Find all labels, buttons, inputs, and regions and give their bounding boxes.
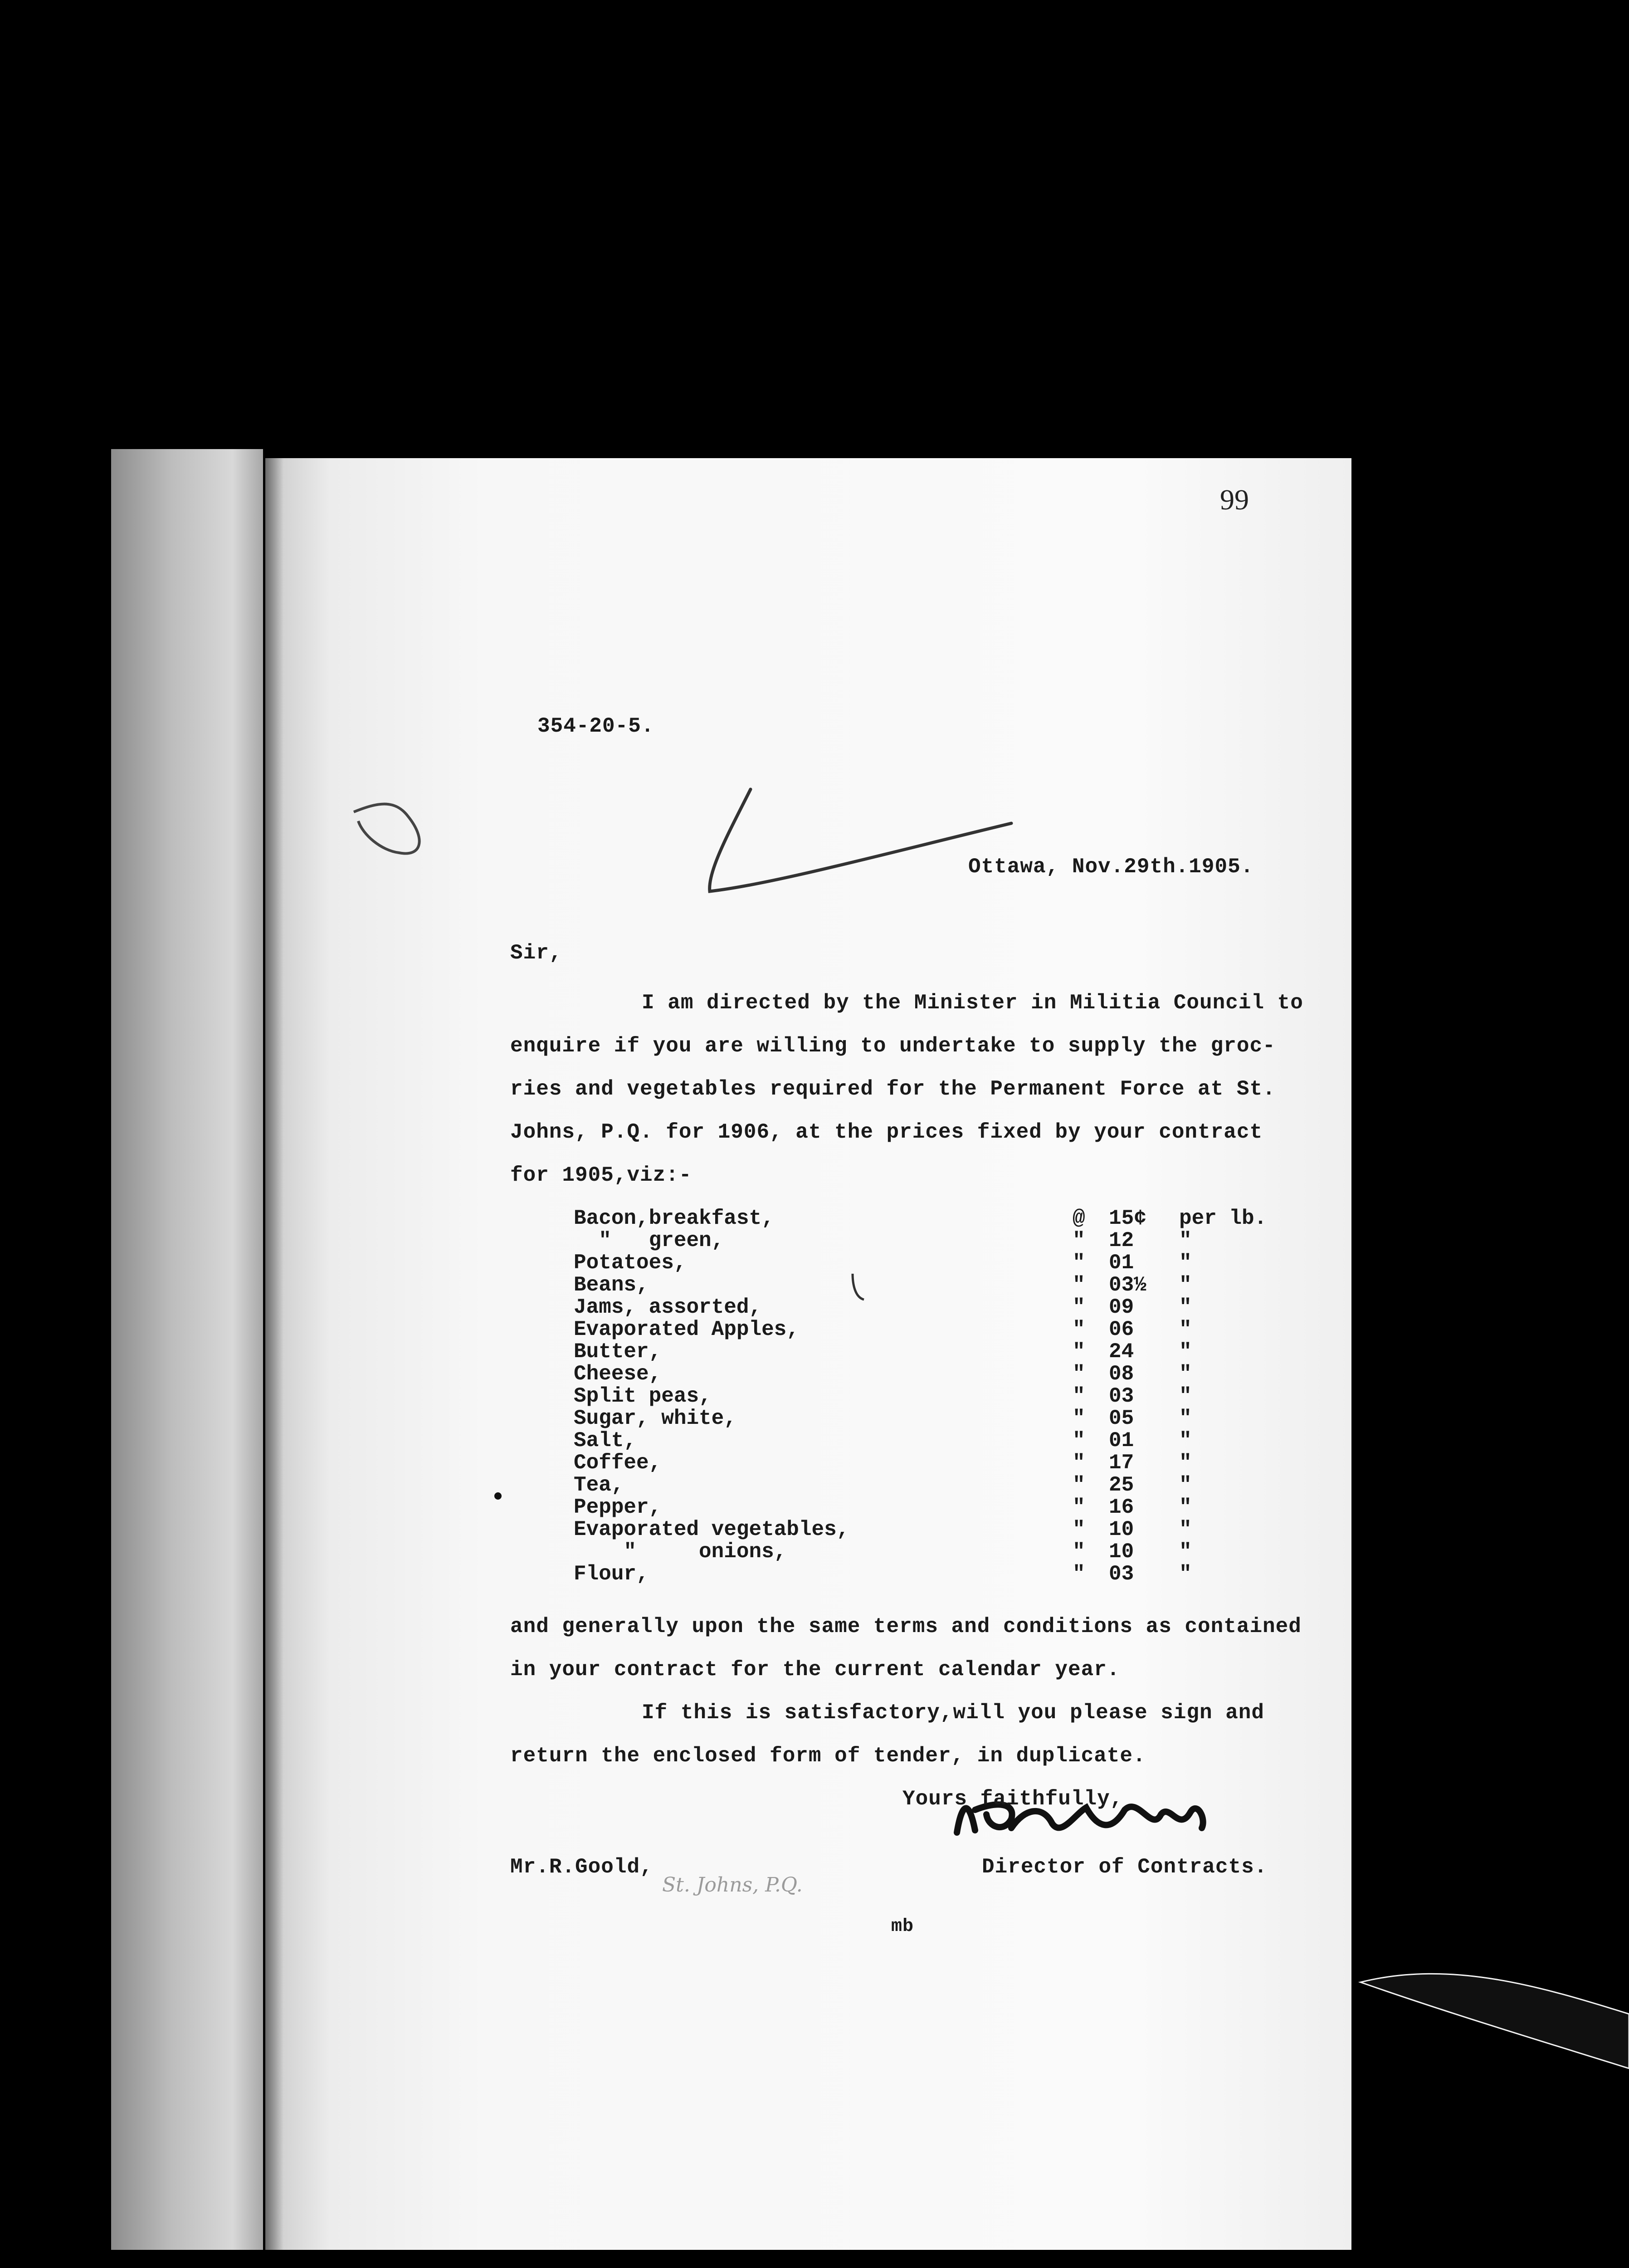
price-item-price: 10 [1109, 1518, 1134, 1541]
tick-mark [853, 1274, 864, 1300]
sign-off: Yours faithfully, [902, 1787, 1123, 1811]
price-item-unit: " [1179, 1562, 1192, 1586]
price-item-price: 24 [1109, 1340, 1134, 1364]
salutation: Sir, [510, 941, 562, 965]
price-item-mark: " [1073, 1540, 1085, 1564]
price-item-unit: " [1179, 1518, 1192, 1541]
closing-line: and generally upon the same terms and conditions as contained [510, 1615, 1302, 1638]
price-item-name: " green, [574, 1229, 724, 1252]
signatory-title: Director of Contracts. [982, 1855, 1268, 1879]
price-item-unit: per lb. [1179, 1207, 1267, 1230]
price-item-mark: " [1073, 1362, 1085, 1386]
date-line: Ottawa, Nov.29th.1905. [968, 855, 1254, 879]
price-item-price: 05 [1109, 1407, 1134, 1430]
price-item-price: 03½ [1109, 1273, 1146, 1297]
price-item-mark: " [1073, 1273, 1085, 1297]
price-item-mark: " [1073, 1429, 1085, 1452]
price-item-price: 03 [1109, 1384, 1134, 1408]
price-item-mark: " [1073, 1562, 1085, 1586]
price-item-name: Sugar, white, [574, 1407, 736, 1430]
price-item-name: Split peas, [574, 1384, 712, 1408]
price-item-price: 15¢ [1109, 1207, 1146, 1230]
price-item-unit: " [1179, 1384, 1192, 1408]
price-item-price: 17 [1109, 1451, 1134, 1475]
price-item-mark: " [1073, 1229, 1085, 1252]
price-item-unit: " [1179, 1251, 1192, 1275]
price-item-name: Butter, [574, 1340, 662, 1364]
price-item-price: 01 [1109, 1429, 1134, 1452]
price-item-unit: " [1179, 1295, 1192, 1319]
price-item-mark: " [1073, 1473, 1085, 1497]
price-item-mark: " [1073, 1295, 1085, 1319]
price-item-mark: " [1073, 1318, 1085, 1341]
price-item-unit: " [1179, 1229, 1192, 1252]
file-reference: 354-20-5. [537, 714, 654, 738]
price-item-unit: " [1179, 1451, 1192, 1475]
price-item-name: Evaporated vegetables, [574, 1518, 849, 1541]
addressee-handwritten-note: St. Johns, P.Q. [662, 1873, 803, 1897]
price-item-price: 16 [1109, 1496, 1134, 1519]
price-item-mark: " [1073, 1251, 1085, 1275]
price-item-name: Pepper, [574, 1496, 662, 1519]
stray-dot [494, 1492, 502, 1500]
price-item-name: Tea, [574, 1473, 624, 1497]
body-line: I am directed by the Minister in Militia Council to [642, 991, 1303, 1015]
price-item-mark: " [1073, 1407, 1085, 1430]
price-item-name: Coffee, [574, 1451, 662, 1475]
addressee: Mr.R.Goold, [510, 1855, 653, 1879]
price-item-unit: " [1179, 1318, 1192, 1341]
closing-line: in your contract for the current calendar year. [510, 1658, 1120, 1681]
price-item-price: 09 [1109, 1295, 1134, 1319]
price-item-unit: " [1179, 1496, 1192, 1519]
price-item-mark: " [1073, 1451, 1085, 1475]
price-item-name: Flour, [574, 1562, 649, 1586]
price-item-unit: " [1179, 1540, 1192, 1564]
margin-doodle [354, 804, 419, 854]
price-item-name: Beans, [574, 1273, 649, 1297]
price-item-price: 06 [1109, 1318, 1134, 1341]
price-item-name: Evaporated Apples, [574, 1318, 799, 1341]
price-item-name: Cheese, [574, 1362, 662, 1386]
price-item-unit: " [1179, 1362, 1192, 1386]
price-item-mark: " [1073, 1518, 1085, 1541]
price-item-name: Salt, [574, 1429, 637, 1452]
price-item-name: Jams, assorted, [574, 1295, 762, 1319]
body-line: for 1905,viz:- [510, 1163, 692, 1187]
request-line: return the enclosed form of tender, in duplicate. [510, 1744, 1146, 1768]
page-number: 99 [1220, 484, 1249, 516]
price-item-unit: " [1179, 1340, 1192, 1364]
check-mark [710, 789, 1011, 891]
price-item-price: 01 [1109, 1251, 1134, 1275]
price-item-name: " onions, [574, 1540, 787, 1564]
typist-initials: mb [891, 1916, 914, 1937]
price-item-price: 03 [1109, 1562, 1134, 1586]
price-item-price: 08 [1109, 1362, 1134, 1386]
price-item-name: Bacon,breakfast, [574, 1207, 774, 1230]
price-item-price: 25 [1109, 1473, 1134, 1497]
price-item-unit: " [1179, 1429, 1192, 1452]
price-item-mark: " [1073, 1496, 1085, 1519]
price-item-name: Potatoes, [574, 1251, 687, 1275]
price-item-unit: " [1179, 1407, 1192, 1430]
price-item-mark: " [1073, 1384, 1085, 1408]
price-item-mark: @ [1073, 1207, 1085, 1230]
price-item-mark: " [1073, 1340, 1085, 1364]
body-line: ries and vegetables required for the Permanent Force at St. [510, 1077, 1276, 1101]
price-item-unit: " [1179, 1273, 1192, 1297]
price-item-price: 10 [1109, 1540, 1134, 1564]
body-line: Johns, P.Q. for 1906, at the prices fixed by your contract [510, 1120, 1263, 1144]
request-line: If this is satisfactory,will you please sign and [642, 1701, 1265, 1725]
pen-tip-shadow [1361, 1974, 1629, 2068]
body-line: enquire if you are willing to undertake to supply the groc- [510, 1034, 1276, 1058]
price-item-price: 12 [1109, 1229, 1134, 1252]
price-item-unit: " [1179, 1473, 1192, 1497]
